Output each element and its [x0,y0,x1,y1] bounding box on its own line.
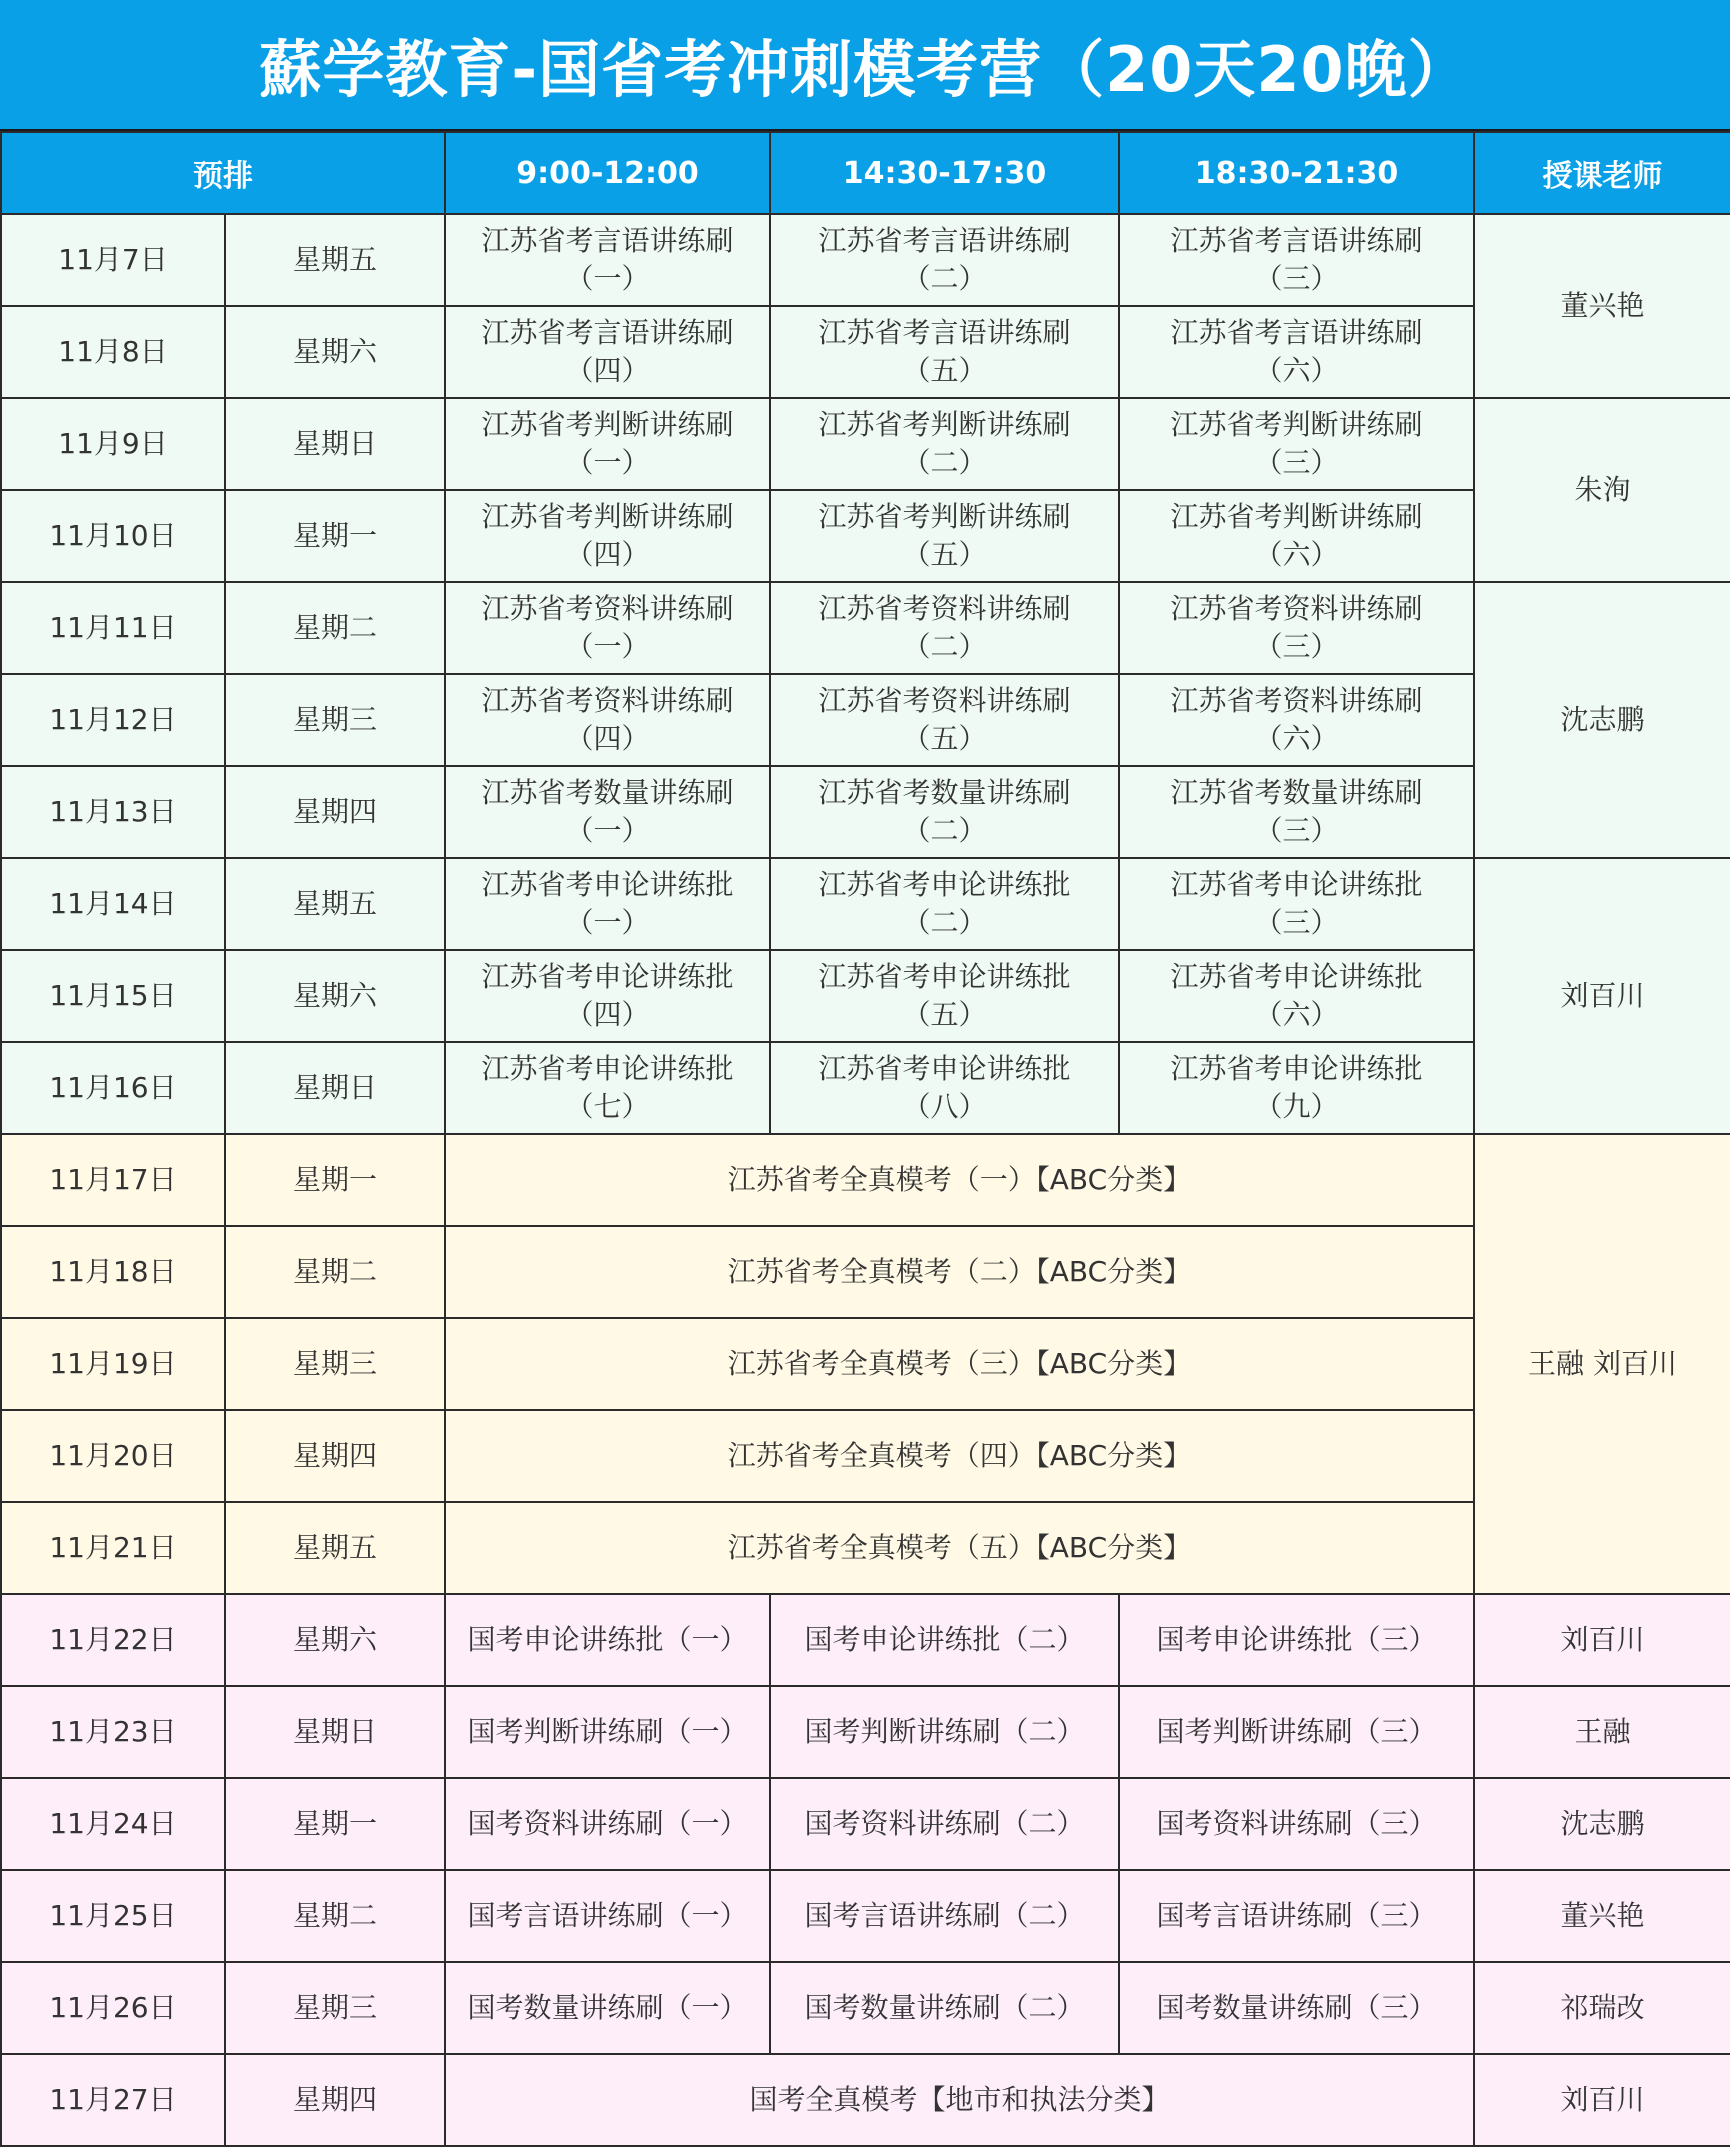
session-cell [445,306,770,398]
session-title: 江苏省考言语讲练刷 [1170,316,1423,350]
session-number: （二） [902,814,987,847]
weekday-cell: 星期二 [225,1226,445,1318]
date-cell: 11月16日 [1,1042,225,1134]
header-slot-morning: 9:00-12:00 [445,132,770,214]
date-cell: 11月10日 [1,490,225,582]
date-cell: 11月8日 [1,306,225,398]
table-row [1,674,1730,766]
table-row [1,214,1730,306]
session-cell [1119,306,1474,398]
session-cell: 国考资料讲练刷（二） [770,1778,1119,1870]
session-title: 江苏省考判断讲练刷 [1170,408,1423,442]
session-cell [1119,1042,1474,1134]
session-number: （三） [1254,630,1339,663]
session-number: （四） [565,538,650,571]
weekday-cell: 星期六 [225,950,445,1042]
table-row [1,766,1730,858]
session-cell: 国考言语讲练刷（二） [770,1870,1119,1962]
teacher-cell: 刘百川 [1474,2054,1730,2146]
table-row [1,1226,1730,1318]
session-title: 江苏省考申论讲练批 [1170,868,1423,902]
session-number: （三） [1254,446,1339,479]
session-number: （六） [1254,722,1339,755]
session-number: （三） [1254,262,1339,295]
session-cell: 国考申论讲练批（一） [445,1594,770,1686]
session-title: 江苏省考言语讲练刷 [481,224,734,258]
date-cell: 11月19日 [1,1318,225,1410]
session-title: 江苏省考言语讲练刷 [481,316,734,350]
table-row [1,1778,1730,1870]
session-cell: 国考判断讲练刷（二） [770,1686,1119,1778]
weekday-cell: 星期六 [225,306,445,398]
date-cell: 11月22日 [1,1594,225,1686]
session-cell [1119,214,1474,306]
date-cell: 11月12日 [1,674,225,766]
session-number: （五） [902,538,987,571]
session-cell: 国考数量讲练刷（二） [770,1962,1119,2054]
weekday-cell: 星期日 [225,1042,445,1134]
session-title: 江苏省考申论讲练批 [818,868,1071,902]
date-cell: 11月18日 [1,1226,225,1318]
session-cell [445,766,770,858]
session-number: （一） [565,262,650,295]
table-row [1,1410,1730,1502]
session-cell [1119,582,1474,674]
session-cell [1119,858,1474,950]
table-row [1,1962,1730,2054]
table-row [1,306,1730,398]
mock-exam-cell: 江苏省考全真模考（二）【ABC分类】 [445,1226,1474,1318]
date-cell: 11月21日 [1,1502,225,1594]
session-title: 江苏省考资料讲练刷 [481,684,734,718]
weekday-cell: 星期一 [225,1134,445,1226]
weekday-cell: 星期五 [225,858,445,950]
session-cell [770,306,1119,398]
session-cell [770,398,1119,490]
page-title: 蘇学教育-国省考冲刺模考营（20天20晚） [0,0,1730,131]
session-number: （五） [902,722,987,755]
session-cell: 国考判断讲练刷（一） [445,1686,770,1778]
session-number: （九） [1254,1090,1339,1123]
table-row [1,1502,1730,1594]
session-cell [770,674,1119,766]
table-row [1,2054,1730,2146]
session-title: 江苏省考判断讲练刷 [818,408,1071,442]
session-number: （五） [902,998,987,1031]
session-number: （一） [565,630,650,663]
table-row [1,398,1730,490]
session-number: （六） [1254,354,1339,387]
session-title: 江苏省考申论讲练批 [1170,960,1423,994]
session-cell [445,858,770,950]
table-row [1,1686,1730,1778]
mock-exam-cell: 江苏省考全真模考（五）【ABC分类】 [445,1502,1474,1594]
session-title: 江苏省考申论讲练批 [481,960,734,994]
session-number: （一） [565,814,650,847]
session-title: 江苏省考数量讲练刷 [1170,776,1423,810]
session-cell: 国考判断讲练刷（三） [1119,1686,1474,1778]
session-title: 江苏省考资料讲练刷 [1170,592,1423,626]
table-row [1,490,1730,582]
session-cell [1119,766,1474,858]
header-schedule: 预排 [1,132,445,214]
table-row [1,1318,1730,1410]
teacher-cell: 董兴艳 [1474,214,1730,398]
session-cell [770,766,1119,858]
session-cell [770,490,1119,582]
teacher-cell: 刘百川 [1474,1594,1730,1686]
session-number: （三） [1254,906,1339,939]
session-title: 江苏省考判断讲练刷 [818,500,1071,534]
session-number: （二） [902,262,987,295]
weekday-cell: 星期四 [225,1410,445,1502]
session-cell [1119,398,1474,490]
table-row [1,1594,1730,1686]
session-number: （六） [1254,998,1339,1031]
session-cell [445,490,770,582]
session-number: （一） [565,906,650,939]
teacher-cell: 刘百川 [1474,858,1730,1134]
session-title: 江苏省考言语讲练刷 [1170,224,1423,258]
session-title: 江苏省考申论讲练批 [481,1052,734,1086]
weekday-cell: 星期四 [225,766,445,858]
session-cell: 国考数量讲练刷（三） [1119,1962,1474,2054]
session-title: 江苏省考资料讲练刷 [818,684,1071,718]
weekday-cell: 星期三 [225,674,445,766]
session-number: （四） [565,722,650,755]
weekday-cell: 星期日 [225,398,445,490]
header-teacher: 授课老师 [1474,132,1730,214]
weekday-cell: 星期六 [225,1594,445,1686]
session-title: 江苏省考判断讲练刷 [481,500,734,534]
date-cell: 11月17日 [1,1134,225,1226]
session-title: 江苏省考资料讲练刷 [481,592,734,626]
session-number: （五） [902,354,987,387]
header-slot-afternoon: 14:30-17:30 [770,132,1119,214]
session-cell [445,674,770,766]
session-cell [1119,950,1474,1042]
session-cell [445,1042,770,1134]
session-title: 江苏省考言语讲练刷 [818,224,1071,258]
session-title: 江苏省考数量讲练刷 [818,776,1071,810]
session-cell: 国考数量讲练刷（一） [445,1962,770,2054]
session-cell [770,950,1119,1042]
session-cell: 国考资料讲练刷（三） [1119,1778,1474,1870]
session-number: （二） [902,630,987,663]
session-title: 江苏省考申论讲练批 [481,868,734,902]
session-cell [770,582,1119,674]
date-cell: 11月25日 [1,1870,225,1962]
session-number: （七） [565,1090,650,1123]
weekday-cell: 星期五 [225,214,445,306]
session-title: 江苏省考言语讲练刷 [818,316,1071,350]
teacher-cell: 祁瑞改 [1474,1962,1730,2054]
table-row [1,1134,1730,1226]
table-row [1,858,1730,950]
teacher-cell: 沈志鹏 [1474,582,1730,858]
session-cell: 国考申论讲练批（三） [1119,1594,1474,1686]
date-cell: 11月9日 [1,398,225,490]
date-cell: 11月24日 [1,1778,225,1870]
session-number: （二） [902,446,987,479]
table-row [1,582,1730,674]
session-cell: 国考言语讲练刷（三） [1119,1870,1474,1962]
teacher-cell: 王融 [1474,1686,1730,1778]
weekday-cell: 星期二 [225,582,445,674]
schedule-table [0,131,1730,2147]
date-cell: 11月26日 [1,1962,225,2054]
date-cell: 11月27日 [1,2054,225,2146]
session-title: 江苏省考申论讲练批 [1170,1052,1423,1086]
table-row [1,1870,1730,1962]
mock-exam-cell: 江苏省考全真模考（四）【ABC分类】 [445,1410,1474,1502]
date-cell: 11月20日 [1,1410,225,1502]
session-title: 江苏省考资料讲练刷 [818,592,1071,626]
weekday-cell: 星期四 [225,2054,445,2146]
session-cell [770,1042,1119,1134]
session-cell [445,214,770,306]
weekday-cell: 星期一 [225,490,445,582]
session-title: 江苏省考数量讲练刷 [481,776,734,810]
session-cell [1119,674,1474,766]
session-number: （三） [1254,814,1339,847]
mock-exam-cell: 国考全真模考【地市和执法分类】 [445,2054,1474,2146]
session-number: （八） [902,1090,987,1123]
session-number: （四） [565,998,650,1031]
session-cell [445,950,770,1042]
date-cell: 11月11日 [1,582,225,674]
date-cell: 11月23日 [1,1686,225,1778]
teacher-cell: 朱洵 [1474,398,1730,582]
weekday-cell: 星期日 [225,1686,445,1778]
table-row [1,950,1730,1042]
session-cell: 国考言语讲练刷（一） [445,1870,770,1962]
teacher-cell: 沈志鹏 [1474,1778,1730,1870]
header-row [1,132,1730,214]
teacher-cell: 董兴艳 [1474,1870,1730,1962]
session-number: （一） [565,446,650,479]
session-title: 江苏省考判断讲练刷 [481,408,734,442]
teacher-cell: 王融 刘百川 [1474,1134,1730,1594]
weekday-cell: 星期二 [225,1870,445,1962]
session-cell [445,582,770,674]
session-cell: 国考申论讲练批（二） [770,1594,1119,1686]
session-number: （六） [1254,538,1339,571]
date-cell: 11月13日 [1,766,225,858]
session-cell [445,398,770,490]
session-title: 江苏省考申论讲练批 [818,960,1071,994]
weekday-cell: 星期三 [225,1962,445,2054]
date-cell: 11月15日 [1,950,225,1042]
date-cell: 11月7日 [1,214,225,306]
header-slot-evening: 18:30-21:30 [1119,132,1474,214]
session-title: 江苏省考申论讲练批 [818,1052,1071,1086]
session-cell: 国考资料讲练刷（一） [445,1778,770,1870]
session-number: （二） [902,906,987,939]
mock-exam-cell: 江苏省考全真模考（三）【ABC分类】 [445,1318,1474,1410]
weekday-cell: 星期一 [225,1778,445,1870]
table-row [1,1042,1730,1134]
session-number: （四） [565,354,650,387]
session-cell [770,214,1119,306]
mock-exam-cell: 江苏省考全真模考（一）【ABC分类】 [445,1134,1474,1226]
session-cell [770,858,1119,950]
date-cell: 11月14日 [1,858,225,950]
session-cell [1119,490,1474,582]
weekday-cell: 星期五 [225,1502,445,1594]
session-title: 江苏省考资料讲练刷 [1170,684,1423,718]
session-title: 江苏省考判断讲练刷 [1170,500,1423,534]
weekday-cell: 星期三 [225,1318,445,1410]
